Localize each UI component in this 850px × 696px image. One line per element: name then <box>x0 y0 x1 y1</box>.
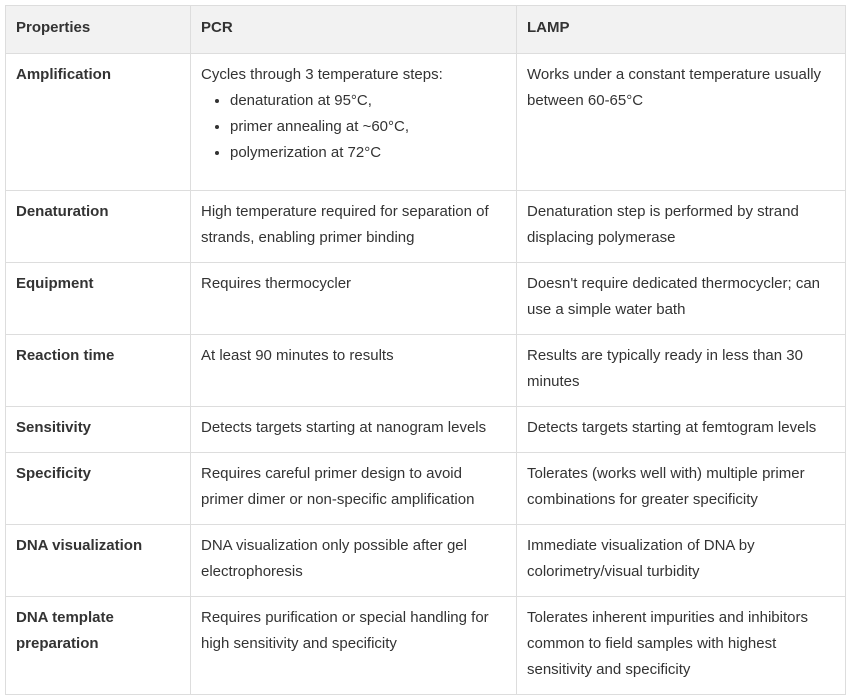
table-row <box>6 597 846 695</box>
list-item: • polymerization at 72°C <box>230 140 506 166</box>
row-lamp-cell: Works under a constant temperature usually between 60-65°C <box>517 54 846 191</box>
table-header-row <box>6 6 846 54</box>
table-row <box>6 263 846 335</box>
table-row <box>6 54 846 191</box>
row-pcr-cell: DNA visualization only possible after gel electrophoresis <box>191 525 517 597</box>
table-row <box>6 407 846 453</box>
row-property: Equipment <box>6 263 191 335</box>
table-row <box>6 335 846 407</box>
header-lamp: LAMP <box>517 6 846 54</box>
row-pcr-cell: At least 90 minutes to results <box>191 335 517 407</box>
row-property: DNA template preparation <box>6 597 191 695</box>
row-lamp-cell: Denaturation step is performed by strand displacing polymerase <box>517 191 846 263</box>
header-pcr: PCR <box>191 6 517 54</box>
row-pcr-cell: Requires thermocycler <box>191 263 517 335</box>
row-pcr-cell <box>191 54 517 191</box>
row-lamp-cell: Tolerates inherent impurities and inhibitors common to field samples with highest sensitivity and specificity <box>517 597 846 695</box>
row-pcr-cell: Requires careful primer design to avoid primer dimer or non-specific amplification <box>191 453 517 525</box>
row-property: Sensitivity <box>6 407 191 453</box>
row-property: Specificity <box>6 453 191 525</box>
row-lamp-cell: Detects targets starting at femtogram levels <box>517 407 846 453</box>
pcr-steps-list <box>201 88 506 166</box>
pcr-steps-intro: Cycles through 3 temperature steps: <box>201 66 443 83</box>
row-lamp-cell: Tolerates (works well with) multiple primer combinations for greater specificity <box>517 453 846 525</box>
table-row <box>6 525 846 597</box>
row-pcr-cell: High temperature required for separation of strands, enabling primer binding <box>191 191 517 263</box>
table-row <box>6 453 846 525</box>
list-item: • primer annealing at ~60°C, <box>230 114 506 140</box>
row-lamp-cell: Doesn't require dedicated thermocycler; can use a simple water bath <box>517 263 846 335</box>
row-pcr-cell: Detects targets starting at nanogram levels <box>191 407 517 453</box>
list-item: • denaturation at 95°C, <box>230 88 506 114</box>
comparison-table <box>5 5 846 695</box>
row-property: Reaction time <box>6 335 191 407</box>
row-property: Denaturation <box>6 191 191 263</box>
row-lamp-cell: Immediate visualization of DNA by colorimetry/visual turbidity <box>517 525 846 597</box>
table-row <box>6 191 846 263</box>
row-property: Amplification <box>6 54 191 191</box>
row-lamp-cell: Results are typically ready in less than 30 minutes <box>517 335 846 407</box>
header-properties: Properties <box>6 6 191 54</box>
row-property: DNA visualization <box>6 525 191 597</box>
row-pcr-cell: Requires purification or special handling for high sensitivity and specificity <box>191 597 517 695</box>
